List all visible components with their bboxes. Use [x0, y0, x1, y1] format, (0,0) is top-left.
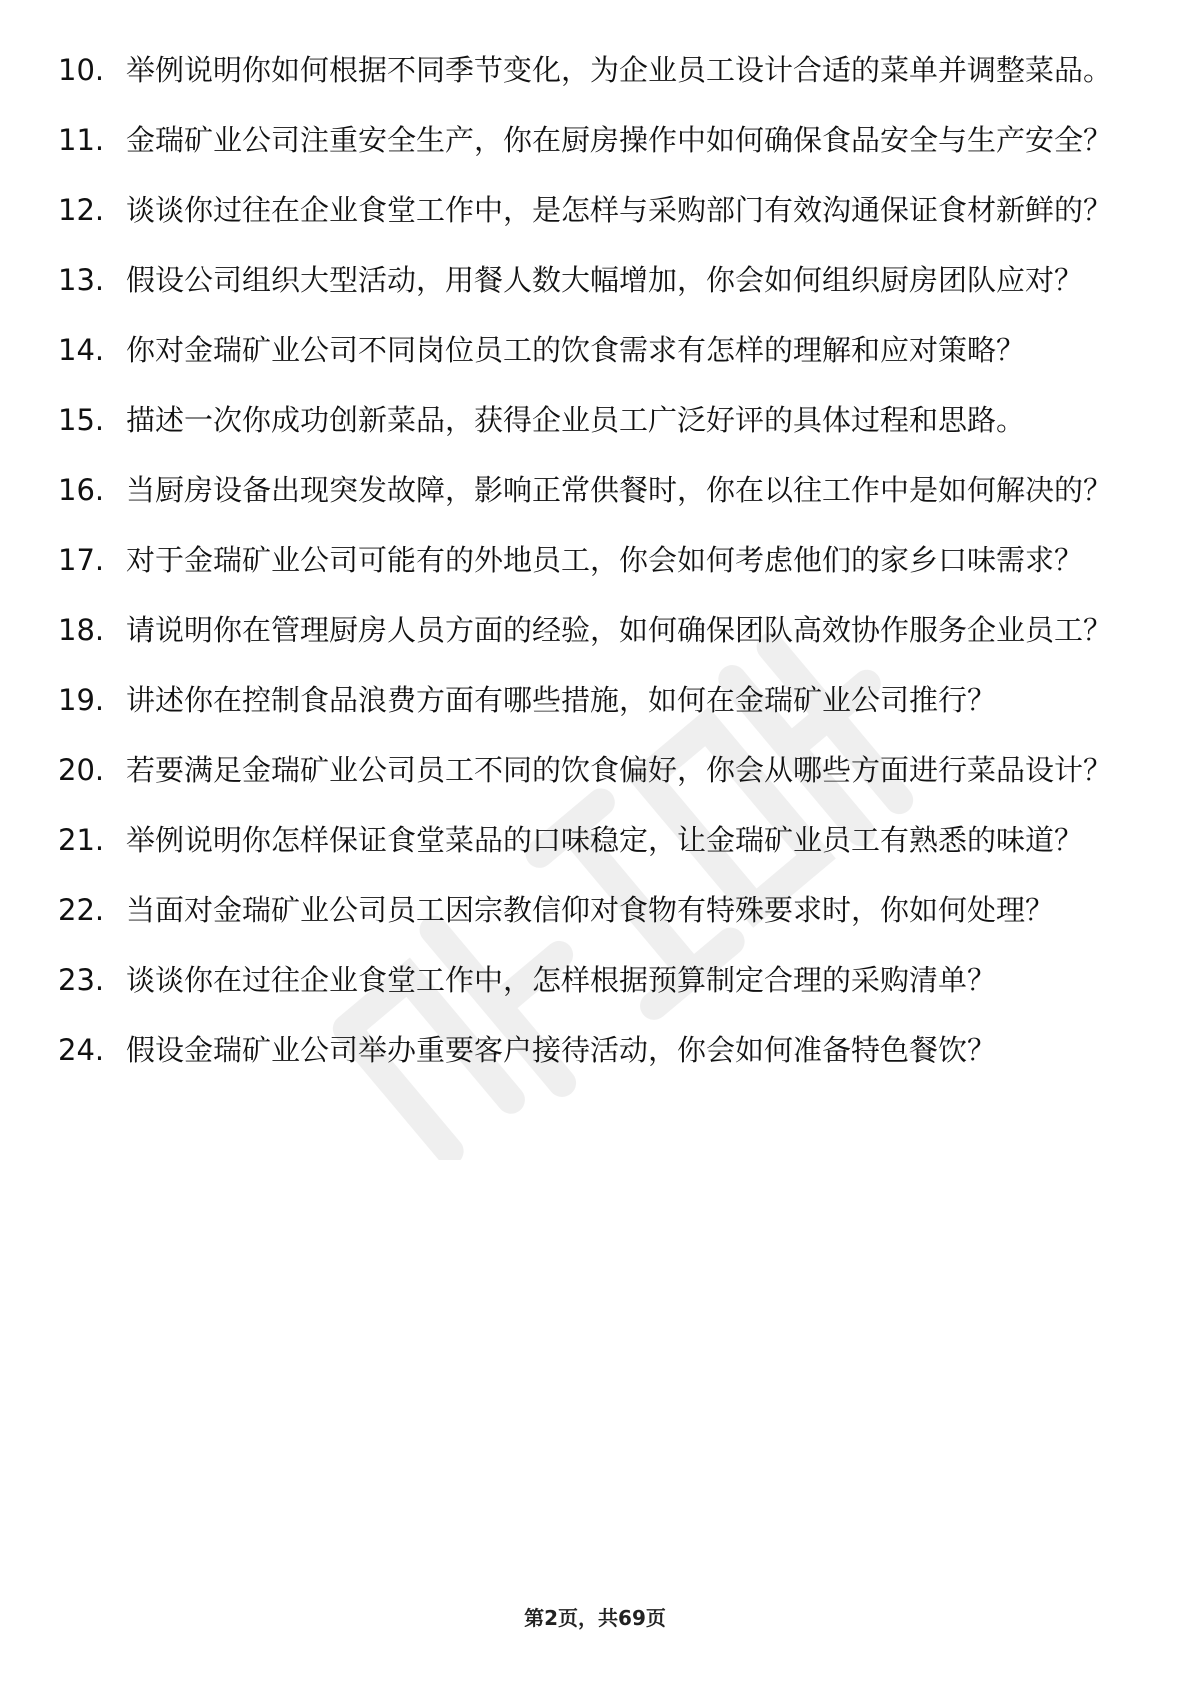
- question-number: 13.: [58, 263, 105, 297]
- question-item-18: [58, 608, 1118, 652]
- question-number: 17.: [58, 543, 105, 577]
- question-text: 若要满足金瑞矿业公司员工不同的饮食偏好，你会从哪些方面进行菜品设计？: [126, 753, 1113, 787]
- question-text: 当面对金瑞矿业公司员工因宗教信仰对食物有特殊要求时，你如何处理？: [126, 893, 1055, 927]
- question-item-11: [58, 118, 1118, 162]
- question-item-22: [58, 888, 1118, 932]
- question-number: 22.: [58, 893, 105, 927]
- question-number: 23.: [58, 963, 105, 997]
- question-text: 描述一次你成功创新菜品，获得企业员工广泛好评的具体过程和思路。: [126, 403, 1026, 437]
- question-text: 谈谈你在过往企业食堂工作中，怎样根据预算制定合理的采购清单？: [126, 963, 997, 997]
- question-item-20: [58, 748, 1118, 792]
- question-text: 金瑞矿业公司注重安全生产，你在厨房操作中如何确保食品安全与生产安全？: [126, 123, 1113, 157]
- question-text: 讲述你在控制食品浪费方面有哪些措施，如何在金瑞矿业公司推行？: [126, 683, 997, 717]
- question-item-12: [58, 188, 1118, 232]
- question-number: 24.: [58, 1033, 105, 1067]
- question-number: 21.: [58, 823, 105, 857]
- question-text: 举例说明你怎样保证食堂菜品的口味稳定，让金瑞矿业员工有熟悉的味道？: [126, 823, 1084, 857]
- question-number: 10.: [58, 53, 105, 87]
- question-number: 15.: [58, 403, 105, 437]
- question-item-14: [58, 328, 1118, 372]
- question-item-16: [58, 468, 1118, 512]
- question-number: 20.: [58, 753, 105, 787]
- question-number: 16.: [58, 473, 105, 507]
- page-footer: 第2页，共69页: [524, 1606, 666, 1630]
- question-number: 12.: [58, 193, 105, 227]
- question-item-10: [58, 48, 1118, 92]
- question-text: 对于金瑞矿业公司可能有的外地员工，你会如何考虑他们的家乡口味需求？: [126, 543, 1084, 577]
- question-list: [58, 48, 1118, 1098]
- question-item-13: [58, 258, 1118, 302]
- question-number: 11.: [58, 123, 105, 157]
- question-item-19: [58, 678, 1118, 722]
- question-number: 14.: [58, 333, 105, 367]
- question-text: 假设金瑞矿业公司举办重要客户接待活动，你会如何准备特色餐饮？: [126, 1033, 997, 1067]
- question-item-23: [58, 958, 1118, 1002]
- question-item-15: [58, 398, 1118, 442]
- question-item-21: [58, 818, 1118, 862]
- question-text: 请说明你在管理厨房人员方面的经验，如何确保团队高效协作服务企业员工？: [126, 613, 1113, 647]
- question-text: 举例说明你如何根据不同季节变化，为企业员工设计合适的菜单并调整菜品。: [126, 53, 1113, 87]
- question-text: 你对金瑞矿业公司不同岗位员工的饮食需求有怎样的理解和应对策略？: [126, 333, 1026, 367]
- question-item-24: [58, 1028, 1118, 1072]
- question-text: 当厨房设备出现突发故障，影响正常供餐时，你在以往工作中是如何解决的？: [126, 473, 1113, 507]
- question-number: 18.: [58, 613, 105, 647]
- question-number: 19.: [58, 683, 105, 717]
- question-text: 谈谈你过往在企业食堂工作中，是怎样与采购部门有效沟通保证食材新鲜的？: [126, 193, 1113, 227]
- question-text: 假设公司组织大型活动，用餐人数大幅增加，你会如何组织厨房团队应对？: [126, 263, 1084, 297]
- question-item-17: [58, 538, 1118, 582]
